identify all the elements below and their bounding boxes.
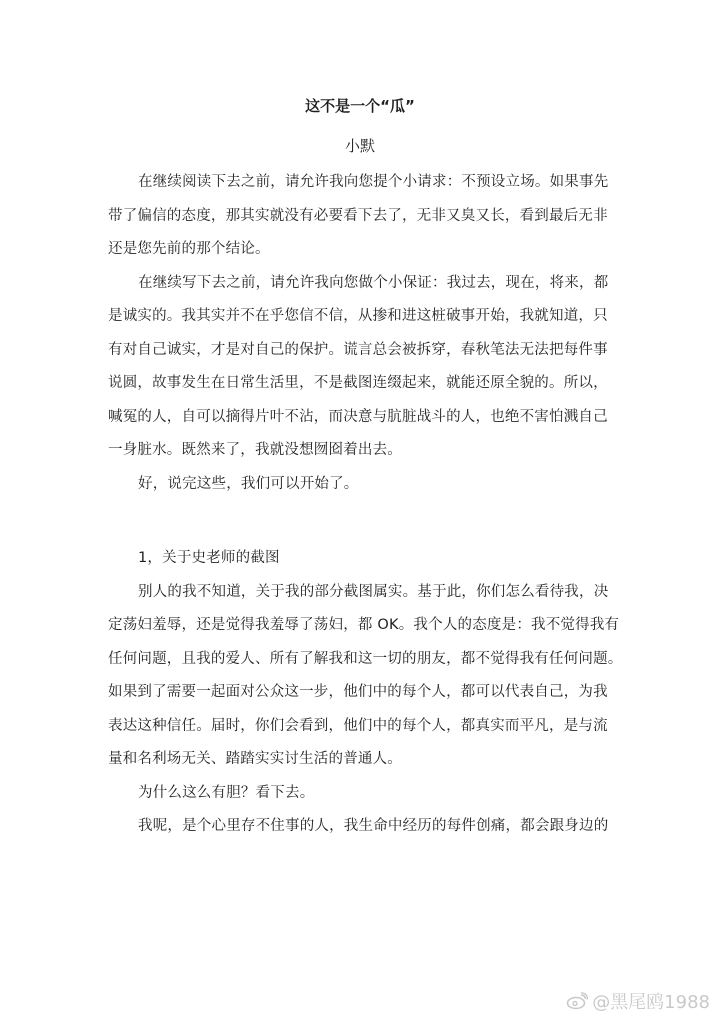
text-line: 在继续写下去之前，请允许我向您做个小保证：我过去，现在，将来，都 — [138, 274, 609, 291]
text-line: 别人的我不知道，关于我的部分截图属实。基于此，你们怎么看待我，决 — [138, 583, 609, 600]
text-line: 1，关于史老师的截图 — [138, 550, 280, 566]
text-line: 定荡妇羞辱，还是觉得我羞辱了荡妇，都 OK。我个人的态度是：我不觉得我有 — [108, 617, 620, 633]
text-line: 一身脏水。既然来了，我就没想囫囵着出去。 — [108, 442, 402, 458]
text-line: 如果到了需要一起面对公众这一步，他们中的每个人，都可以代表自己，为我 — [108, 684, 608, 700]
paragraph-gap — [108, 501, 623, 542]
watermark — [566, 988, 710, 1014]
text-line: 带了偏信的态度，那其实就没有必要看下去了，无非又臭又长，看到最后无非 — [108, 207, 608, 224]
text-line: 好，说完这些，我们可以开始了。 — [138, 475, 359, 492]
text-line: 量和名利场无关、踏踏实实讨生活的普通人。 — [108, 751, 402, 767]
text-line: 喊冤的人，自可以摘得片叶不沾，而决意与肮脏战斗的人，也绝不害怕溅自己 — [108, 408, 608, 425]
text-line: 说圆，故事发生在日常生活里，不是截图连缀起来，就能还原全貌的。所以， — [108, 375, 608, 391]
document-author: 小默 — [344, 137, 375, 155]
text-line: 有对自己诚实，才是对自己的保护。谎言总会被拆穿，春秋笔法无法把每件事 — [108, 341, 608, 358]
weibo-icon — [566, 992, 588, 1010]
watermark-text: @黑尾鸥1988 — [592, 992, 710, 1013]
text-line: 我呢，是个心里存不住事的人，我生命中经历的每件创痛，都会跟身边的 — [138, 818, 609, 834]
text-line: 在继续阅读下去之前，请允许我向您提个小请求：不预设立场。如果事先 — [138, 174, 609, 190]
text-line: 任何问题，且我的爱人、所有了解我和这一切的朋友，都不觉得我有任何问题。 — [108, 650, 623, 667]
document-title: 这不是一个“瓜” — [305, 97, 415, 115]
text-line: 表达这种信任。届时，你们会看到，他们中的每个人，都真实而平凡，是与流 — [108, 717, 608, 734]
text-line: 是诚实的。我其实并不在乎您信不信，从掺和进这桩破事开始，我就知道，只 — [108, 308, 608, 324]
document-body — [108, 166, 623, 844]
text-line: 还是您先前的那个结论。 — [108, 241, 270, 257]
text-line: 为什么这么有胆？看下去。 — [138, 784, 315, 801]
